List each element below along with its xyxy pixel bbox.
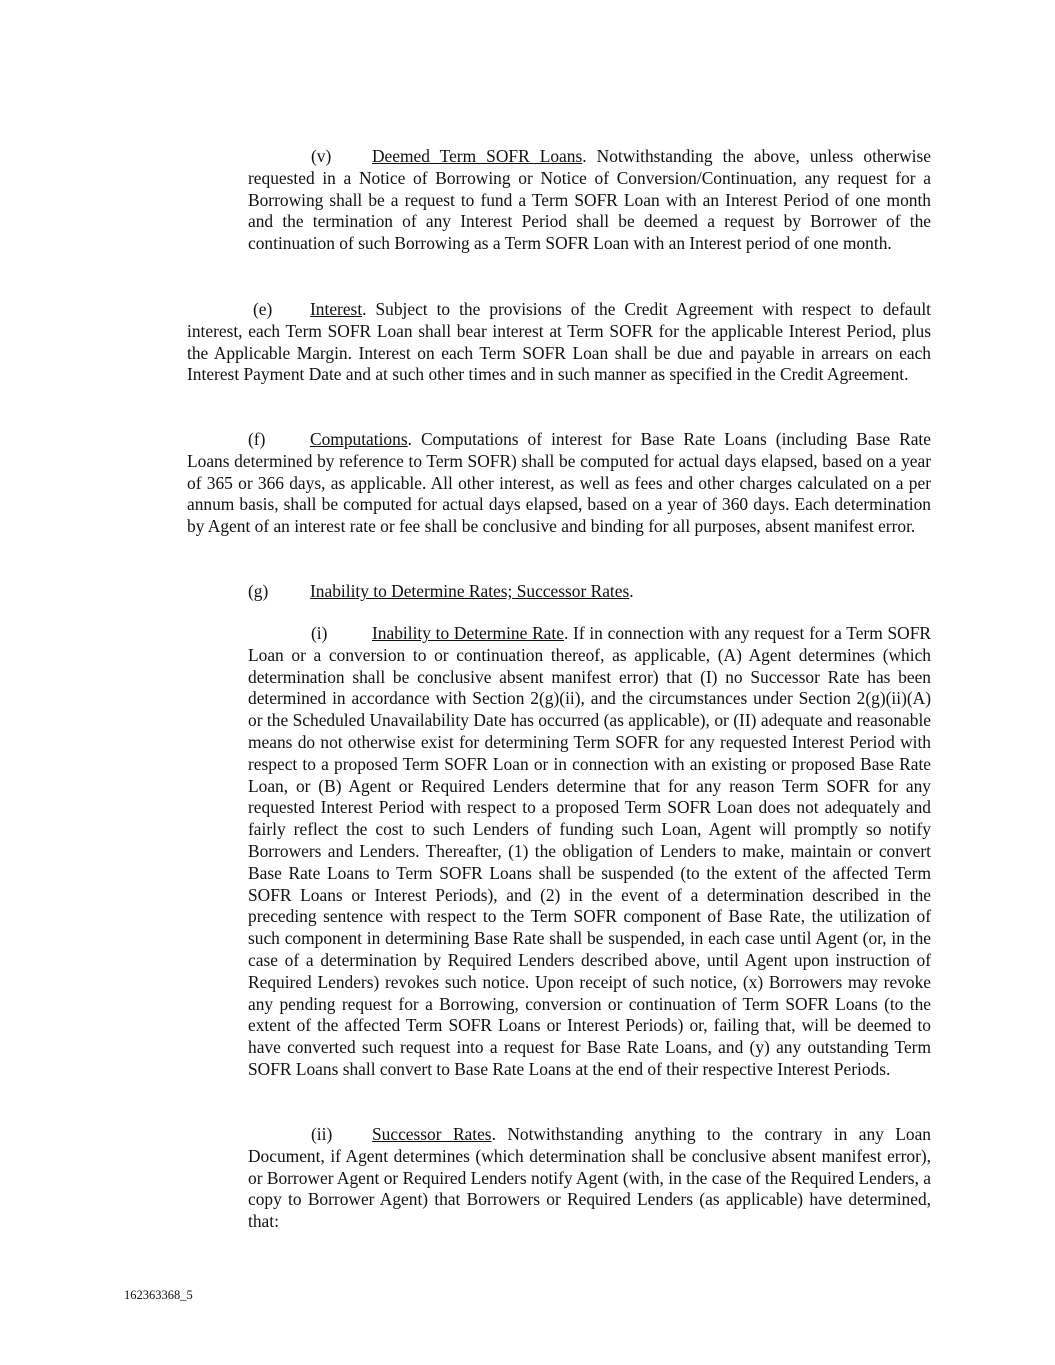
section-g-body: . bbox=[629, 581, 634, 601]
section-g bbox=[187, 581, 931, 603]
section-i-heading: Inability to Determine Rate bbox=[372, 623, 564, 643]
section-i-body: . If in connection with any request for a Term SOFR Loan or a conversion to or continuation thereof, as applicable, (A) Agent determines (which determination shall be conclusive absent manifest error) that (I) no Successor Rate has been determined in accordance with Section 2(g)(ii), and the circumstances under Section 2(g)(ii)(A) or the Scheduled Unavailability Date has occurred (as applicable), or (II) adequate and reasonable means do not otherwise exist for determining Term SOFR for any requested Interest Period with respect to a proposed Term SOFR Loan or in connection with an existing or proposed Base Rate Loan, or (B) Agent or Required Lenders determine that for any reason Term SOFR for any requested Interest Period with respect to a proposed Term SOFR Loan does not adequately and fairly reflect the cost to such Lenders of funding such Loan, Agent will promptly so notify Borrowers and Lenders. Thereafter, (1) the obligation of Lenders to make, maintain or convert Base Rate Loans to Term SOFR Loans shall be suspended (to the extent of the affected Term SOFR Loans or Interest Periods), and (2) in the event of a determination described in the preceding sentence with respect to the Term SOFR component of Base Rate, the utilization of such component in determining Base Rate shall be suspended, in each case until Agent (or, in the case of a determination by Required Lenders described above, until Agent upon instruction of Required Lenders) revokes such notice. Upon receipt of such notice, (x) Borrowers may revoke any pending request for a Borrowing, conversion or continuation of Term SOFR Loans (to the extent of the affected Term SOFR Loans or Interest Periods) or, failing that, will be deemed to have converted such request into a request for Base Rate Loans, and (y) any outstanding Term SOFR Loans shall convert to Base Rate Loans at the end of their respective Interest Periods. bbox=[248, 623, 931, 1079]
section-g-number: (g) bbox=[248, 581, 269, 601]
section-v-number: (v) bbox=[311, 146, 332, 166]
section-e-heading: Interest bbox=[310, 299, 363, 319]
section-i-number: (i) bbox=[311, 623, 328, 643]
section-v bbox=[248, 146, 931, 255]
section-g-heading: Inability to Determine Rates; Successor Rates bbox=[310, 581, 630, 601]
section-ii-body: . Notwithstanding anything to the contrary in any Loan Document, if Agent determines (which determination shall be conclusive absent manifest error), or Borrower Agent or Required Lenders notify Agent (with, in the case of the Required Lenders, a copy to Borrower Agent) that Borrowers or Required Lenders (as applicable) have determined, that: bbox=[248, 1124, 931, 1232]
section-ii-number: (ii) bbox=[311, 1124, 333, 1144]
section-ii-heading: Successor Rates bbox=[372, 1124, 492, 1144]
section-ii bbox=[248, 1124, 931, 1233]
section-f-body: . Computations of interest for Base Rate Loans (including Base Rate Loans determined by reference to Term SOFR) shall be computed for actual days elapsed, based on a year of 365 or 366 days, as applicable. All other interest, as well as fees and other charges calculated on a per annum basis, shall be computed for actual days elapsed, based on a year of 360 days. Each determination by Agent of an interest rate or fee shall be conclusive and binding for all purposes, absent manifest error. bbox=[187, 429, 931, 537]
section-i bbox=[248, 623, 931, 1081]
section-f bbox=[187, 429, 931, 538]
section-v-heading: Deemed Term SOFR Loans bbox=[372, 146, 583, 166]
document-id: 162363368_5 bbox=[124, 1288, 193, 1302]
section-f-heading: Computations bbox=[310, 429, 408, 449]
section-e-number: (e) bbox=[253, 299, 273, 319]
section-e-body: . Subject to the provisions of the Credit Agreement with respect to default interest, each Term SOFR Loan shall bear interest at Term SOFR for the applicable Interest Period, plus the Applicable Margin. Interest on each Term SOFR Loan shall be due and payable in arrears on each Interest Payment Date and at such other times and in such manner as specified in the Credit Agreement. bbox=[187, 299, 931, 385]
section-v-body: . Notwithstanding the above, unless otherwise requested in a Notice of Borrowing or Notice of Conversion/Continuation, any request for a Borrowing shall be a request to fund a Term SOFR Loan with an Interest Period of one month and the termination of any Interest Period shall be deemed a request by Borrower of the continuation of such Borrowing as a Term SOFR Loan with an Interest period of one month. bbox=[248, 146, 931, 254]
section-e bbox=[187, 299, 931, 386]
section-f-number: (f) bbox=[248, 429, 266, 449]
